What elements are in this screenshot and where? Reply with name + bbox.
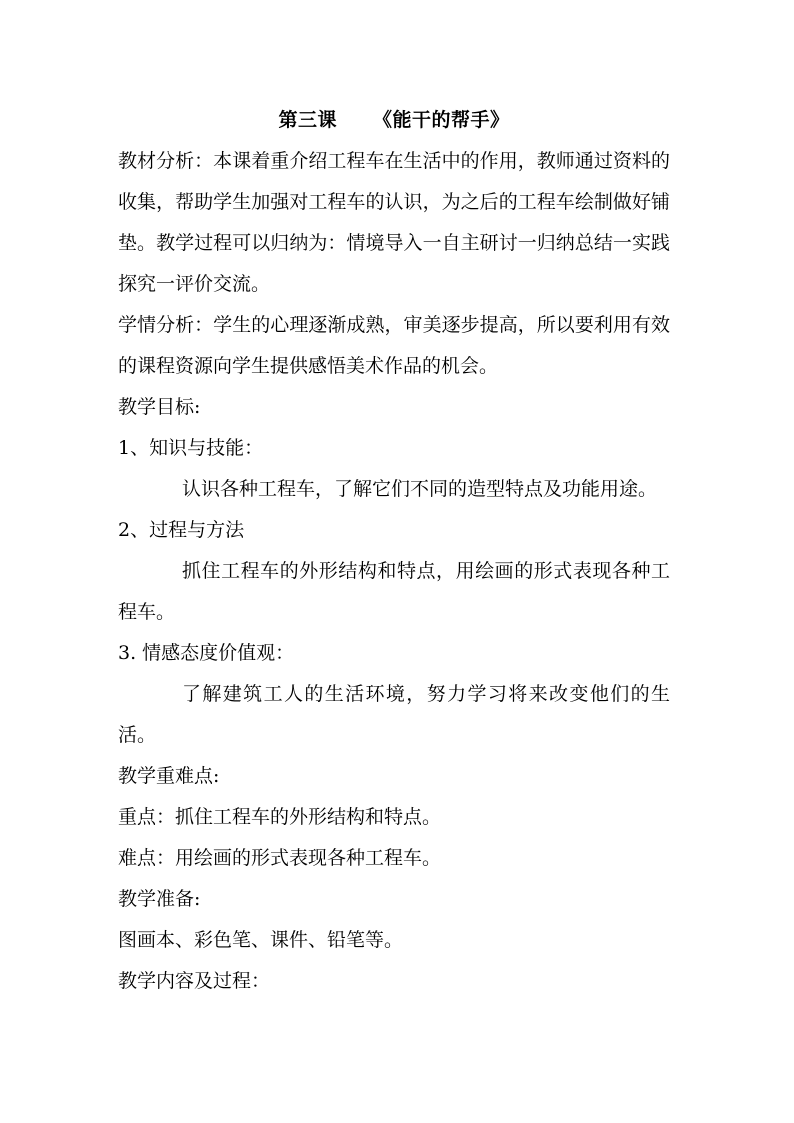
content-process-heading: 教学内容及过程： <box>118 970 271 992</box>
goal-2-text: 抓住工程车的外形结构和特点，用绘画的形式表现各种工程车。 <box>118 560 670 623</box>
key-point: 重点：抓住工程车的外形结构和特点。 <box>118 806 442 828</box>
teaching-goals-heading: 教学目标: <box>118 396 201 418</box>
lesson-title <box>118 100 670 141</box>
goal-3-text: 了解建筑工人的生活环境，努力学习将来改变他们的生活。 <box>118 683 670 746</box>
lesson-number: 第三课 <box>278 109 337 131</box>
preparation-items: 图画本、彩色笔、课件、铅笔等。 <box>118 929 404 951</box>
difficult-point: 难点：用绘画的形式表现各种工程车。 <box>118 847 442 869</box>
goal-2-heading: 2、过程与方法 <box>118 519 245 541</box>
key-difficult-points-heading: 教学重难点: <box>118 765 220 787</box>
goal-1-text: 认识各种工程车，了解它们不同的造型特点及功能用途。 <box>182 478 658 500</box>
lesson-name: 《能干的帮手》 <box>373 109 510 131</box>
preparation-heading: 教学准备: <box>118 888 201 910</box>
document-page <box>118 100 670 1002</box>
goal-1-heading: 1、知识与技能： <box>118 437 264 459</box>
student-analysis: 学情分析：学生的心理逐渐成熟，审美逐步提高，所以要利用有效的课程资源向学生提供感悟美术作品的机会。 <box>118 314 670 377</box>
goal-3-heading: 3. 情感态度价值观： <box>118 642 295 664</box>
textbook-analysis: 教材分析：本课着重介绍工程车在生活中的作用，教师通过资料的收集，帮助学生加强对工程车的认识，为之后的工程车绘制做好铺垫。教学过程可以归纳为：情境导入一自主研讨一归纳总结一实践探究一评价交流。 <box>118 150 670 295</box>
